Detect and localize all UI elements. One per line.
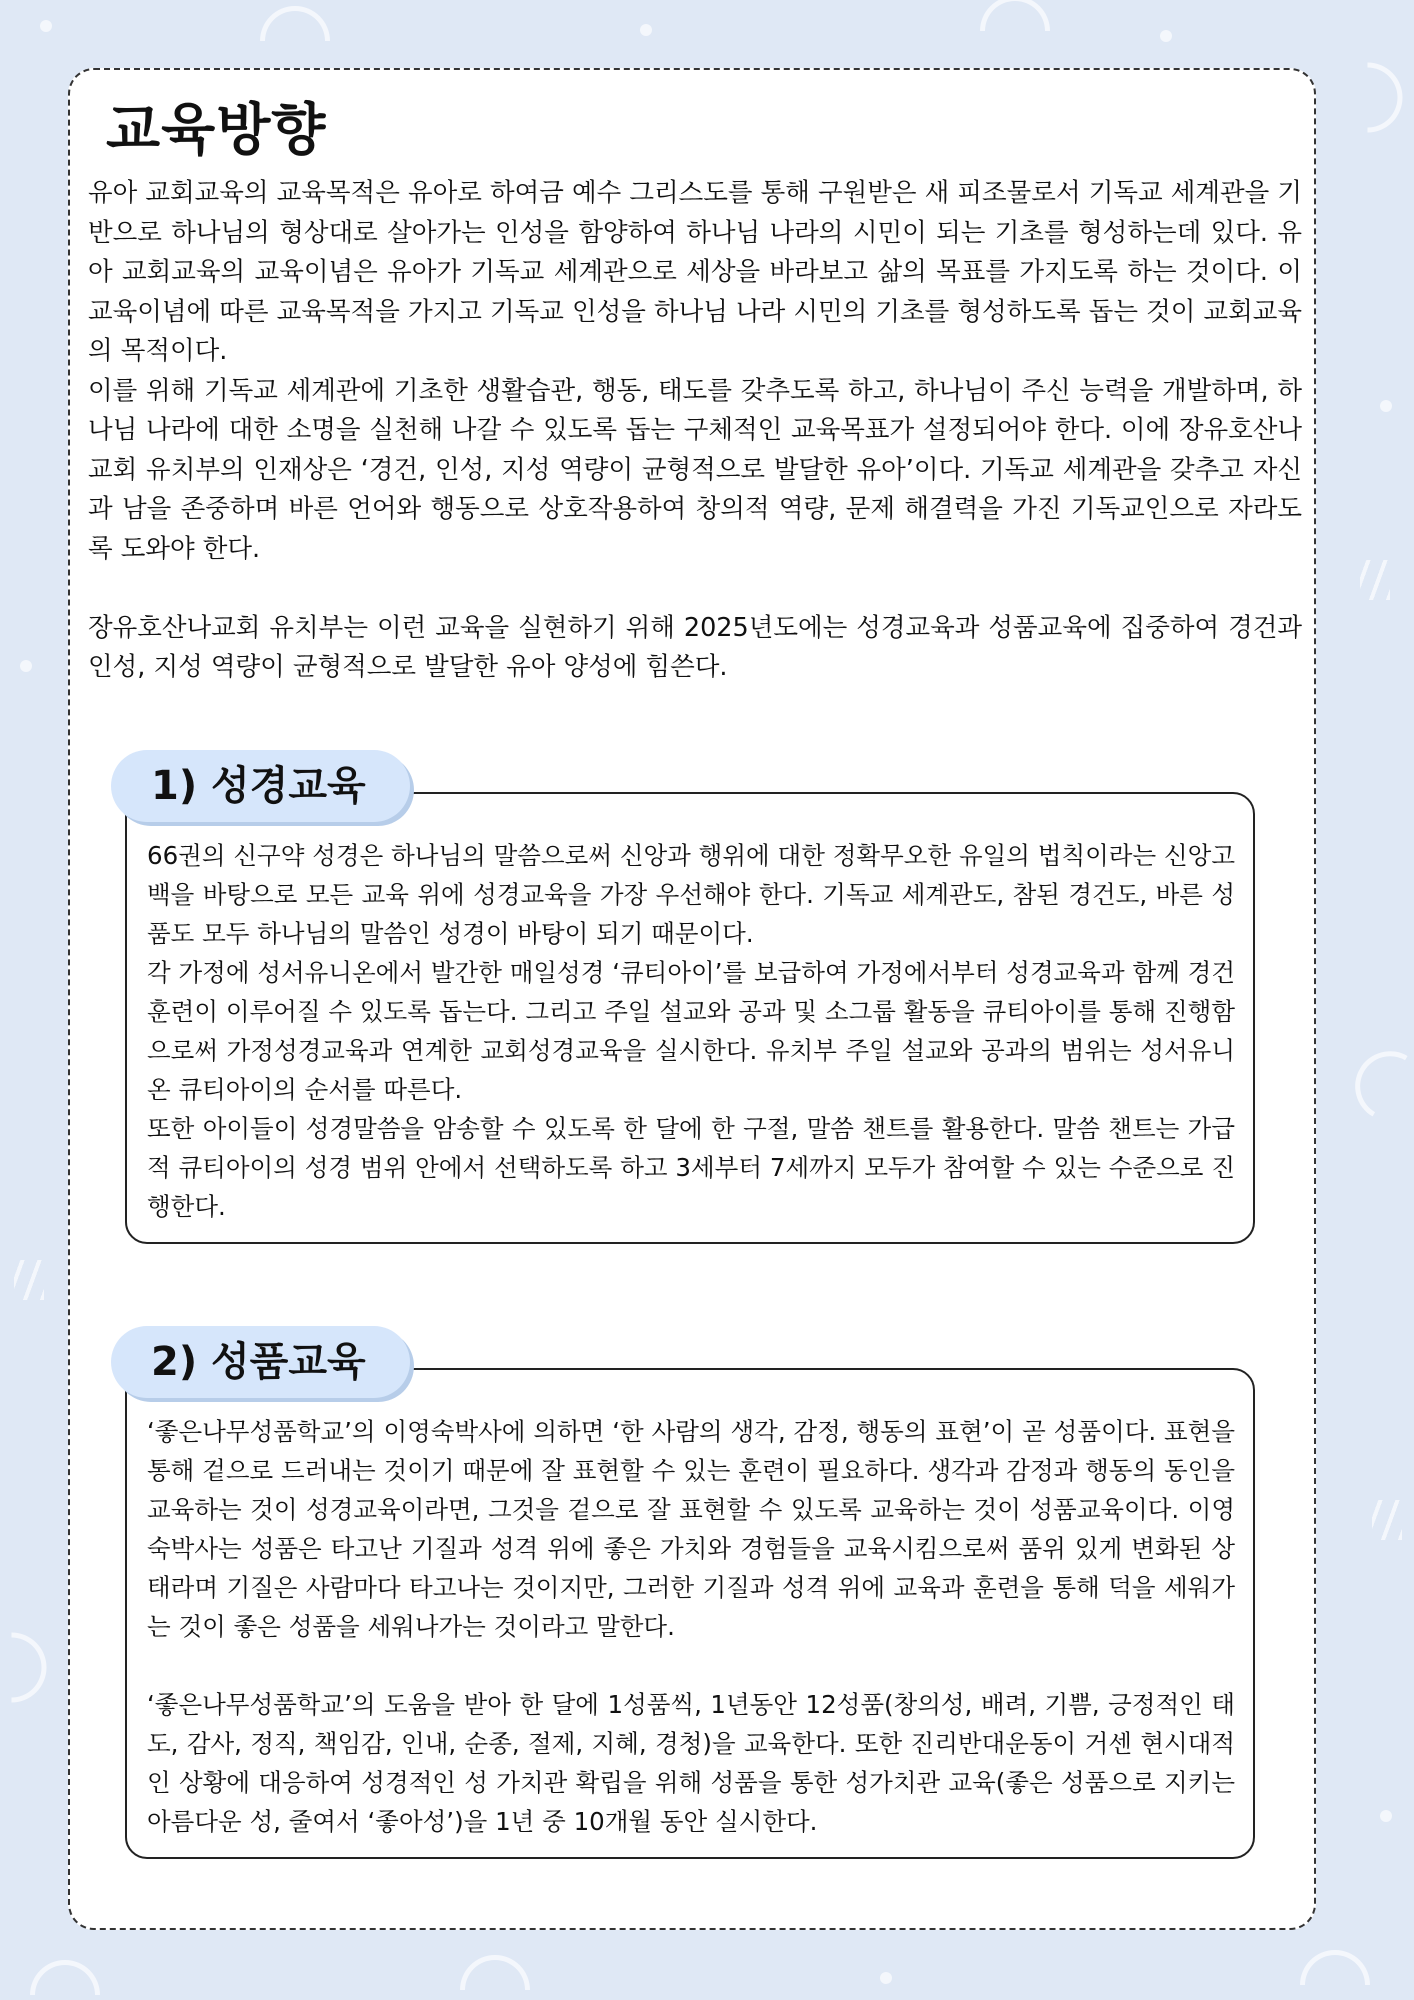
intro-paragraph: 유아 교회교육의 교육목적은 유아로 하여금 예수 그리스도를 통해 구원받은 새 피조물로서 기독교 세계관을 기반으로 하나님의 형상대로 살아가는 인성을 함양하여 하나님 나라의 시민이 되는 기초를 형성하는데 있다. 유아 교회교육의 교육이념은 유아가 기독교 세계관으로 세상을 바라보고 삶의 목표를 가지도록 하는 것이다. 이 교육이념에 따른 교육목적을 가지고 기독교 인성을 하나님 나라 시민의 기초를 형성하도록 돕는 것이 교회교육의 목적이다. (88, 178, 1302, 366)
background-half-circle (1300, 1950, 1370, 1985)
background-dot (880, 1972, 892, 1984)
background-dot (1160, 30, 1172, 42)
background-dot (40, 20, 52, 32)
background-half-circle (980, 0, 1050, 31)
background-dot (20, 660, 32, 672)
section-content-box (125, 1368, 1255, 1859)
background-half-circle (30, 1960, 100, 1995)
section-paragraph: 각 가정에 성서유니온에서 발간한 매일성경 ‘큐티아이’를 보급하여 가정에서부터 성경교육과 함께 경건훈련이 이루어질 수 있도록 돕는다. 그리고 주일 설교와 공과 및 소그룹 활동을 큐티아이를 통해 진행함으로써 가정성경교육과 연계한 교회성경교육을 실시한다. 유치부 주일 설교와 공과의 범위는 성서유니온 큐티아이의 순서를 따른다. (147, 958, 1235, 1104)
section-paragraph: 66권의 신구약 성경은 하나님의 말씀으로써 신앙과 행위에 대한 정확무오한 유일의 법칙이라는 신앙고백을 바탕으로 모든 교육 위에 성경교육을 가장 우선해야 한다. 기독교 세계관도, 참된 경건도, 바른 성품도 모두 하나님의 말씀인 성경이 바탕이 되기 때문이다. (147, 841, 1235, 948)
section-label: 2) 성품교육 (111, 1326, 410, 1398)
background-half-circle (1368, 63, 1403, 133)
intro-text (88, 174, 1302, 688)
background-lines (1360, 560, 1390, 600)
background-dot (1380, 1810, 1392, 1822)
background-half-circle (12, 1633, 47, 1703)
section-paragraph: ‘좋은나무성품학교’의 이영숙박사에 의하면 ‘한 사람의 생각, 감정, 행동의 표현’이 곧 성품이다. 표현을 통해 겉으로 드러내는 것이기 때문에 잘 표현할 수 있는 훈련이 필요하다. 생각과 감정과 행동의 동인을 교육하는 것이 성경교육이라면, 그것을 겉으로 잘 표현할 수 있도록 교육하는 것이 성품교육이다. 이영숙박사는 성품은 타고난 기질과 성격 위에 좋은 가치와 경험들을 교육시킴으로써 품위 있게 변화된 상태라며 기질은 사람마다 타고나는 것이지만, 그러한 기질과 성격 위에 교육과 훈련을 통해 덕을 세워가는 것이 좋은 성품을 세워나가는 것이라고 말한다. (147, 1417, 1235, 1641)
section-label: 1) 성경교육 (111, 750, 410, 822)
background-half-circle (1342, 1038, 1407, 1116)
background-lines (1372, 1500, 1402, 1540)
section-content-box (125, 792, 1255, 1244)
intro-paragraph: 장유호산나교회 유치부는 이런 교육을 실현하기 위해 2025년도에는 성경교육과 성품교육에 집중하여 경건과 인성, 지성 역량이 균형적으로 발달한 유아 양성에 힘쓴다. (88, 612, 1302, 682)
page-title: 교육방향 (106, 98, 327, 163)
background-half-circle (460, 1955, 530, 1990)
document-sheet (68, 68, 1316, 1930)
intro-paragraph: 이를 위해 기독교 세계관에 기초한 생활습관, 행동, 태도를 갖추도록 하고, 하나님이 주신 능력을 개발하며, 하나님 나라에 대한 소명을 실천해 나갈 수 있도록 돕는 구체적인 교육목표가 설정되어야 한다. 이에 장유호산나교회 유치부의 인재상은 ‘경건, 인성, 지성 역량이 균형적으로 발달한 유아’이다. 기독교 세계관을 갖추고 자신과 남을 존중하며 바른 언어와 행동으로 상호작용하여 창의적 역량, 문제 해결력을 가진 기독교인으로 자라도록 도와야 한다. (88, 375, 1302, 564)
background-lines (14, 1260, 44, 1300)
background-dot (640, 24, 652, 36)
background-dot (1380, 400, 1392, 412)
section-paragraph: ‘좋은나무성품학교’의 도움을 받아 한 달에 1성품씩, 1년동안 12성품(창의성, 배려, 기쁨, 긍정적인 태도, 감사, 정직, 책임감, 인내, 순종, 절제, 지혜, 경청)을 교육한다. 또한 진리반대운동이 거센 현시대적인 상황에 대응하여 성경적인 성 가치관 확립을 위해 성품을 통한 성가치관 교육(좋은 성품으로 지키는 아름다운 성, 줄여서 ‘좋아성’)을 1년 중 10개월 동안 실시한다. (147, 1690, 1235, 1836)
background-half-circle (260, 6, 330, 41)
section-paragraph: 또한 아이들이 성경말씀을 암송할 수 있도록 한 달에 한 구절, 말씀 챈트를 활용한다. 말씀 챈트는 가급적 큐티아이의 성경 범위 안에서 선택하도록 하고 3세부터 7세까지 모두가 참여할 수 있는 수준으로 진행한다. (147, 1114, 1235, 1221)
